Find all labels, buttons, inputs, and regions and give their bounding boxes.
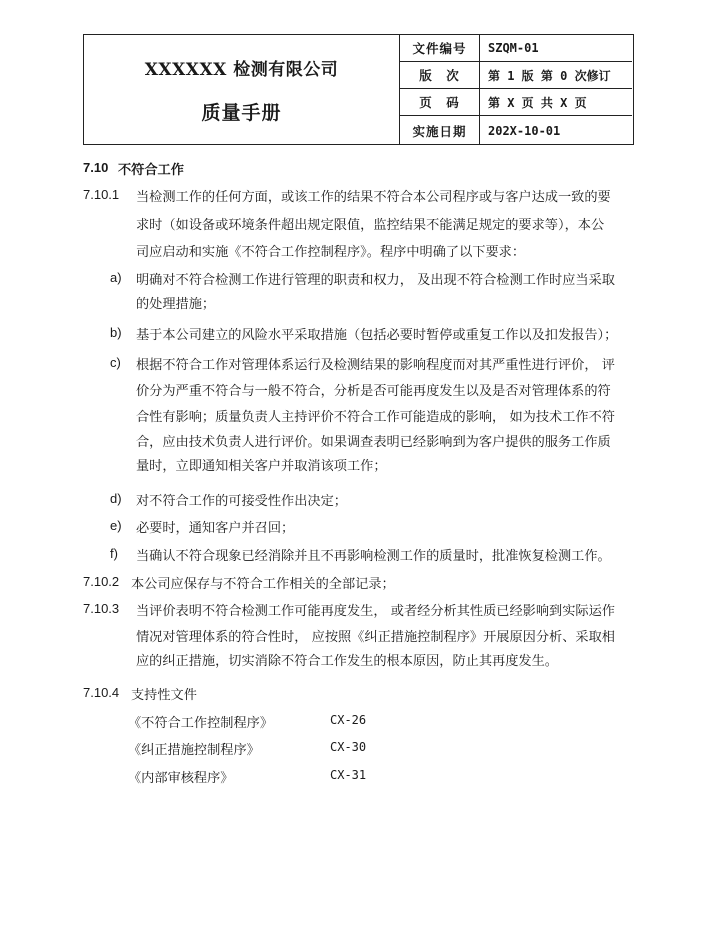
header-row-edition xyxy=(400,62,632,89)
item-line: 对不符合工作的可接受性作出决定； xyxy=(136,494,347,509)
paragraph-line: 应的纠正措施，切实消除不符合工作发生的根本原因，防止其再度发生。 xyxy=(136,654,558,669)
item-line: 合性有影响；质量负责人主持评价不符合工作可能造成的影响， 如为技术工作不符 xyxy=(136,410,615,425)
header-value: SZQM-01 xyxy=(488,41,539,55)
item-line: 根据不符合工作对管理体系运行及检测结果的影响程度而对其严重性进行评价， 评 xyxy=(136,358,615,373)
item-line: 明确对不符合检测工作进行管理的职责和权力， 及出现不符合检测工作时应当采取 xyxy=(136,273,615,288)
supporting-doc-code: CX-26 xyxy=(330,713,367,727)
clause-title: 支持性文件 xyxy=(131,688,197,703)
header-key: 页 码 xyxy=(400,89,480,115)
header-row-effective-date xyxy=(400,116,632,145)
header-row-doc-number xyxy=(400,35,632,62)
section-number: 7.10 xyxy=(83,160,109,175)
clause-number: 7.10.2 xyxy=(83,574,120,589)
supporting-doc-code: CX-31 xyxy=(330,768,367,782)
header-title-cell xyxy=(84,35,400,144)
section-title: 不符合工作 xyxy=(118,163,184,178)
supporting-doc-name: 《内部审核程序》 xyxy=(128,771,234,786)
item-marker: f) xyxy=(110,546,118,561)
paragraph-line: 情况对管理体系的符合性时， 应按照《纠正措施控制程序》开展原因分析、采取相 xyxy=(136,630,615,645)
header-value: 第 1 版 第 0 次修订 xyxy=(488,68,611,83)
header-key: 版 次 xyxy=(400,62,480,88)
clause-number: 7.10.1 xyxy=(83,187,120,202)
clause-number: 7.10.3 xyxy=(83,601,120,616)
item-line: 基于本公司建立的风险水平采取措施（包括必要时暂停或重复工作以及扣发报告）； xyxy=(136,328,618,343)
item-line: 价分为严重不符合与一般不符合，分析是否可能再度发生以及是否对管理体系的符 xyxy=(136,384,611,399)
paragraph-line: 求时（如设备或环境条件超出规定限值，监控结果不能满足规定的要求等），本公 xyxy=(136,218,605,233)
header-key: 文件编号 xyxy=(400,35,480,61)
item-marker: a) xyxy=(110,270,122,285)
header-key: 实施日期 xyxy=(400,116,480,145)
supporting-doc-name: 《纠正措施控制程序》 xyxy=(128,743,260,758)
item-marker: e) xyxy=(110,518,122,533)
item-marker: d) xyxy=(110,491,122,506)
item-marker: c) xyxy=(110,355,121,370)
item-line: 合，应由技术负责人进行评价。如果调查表明已经影响到为客户提供的服务工作质 xyxy=(136,435,611,450)
supporting-doc-code: CX-30 xyxy=(330,740,367,754)
header-value: 202X-10-01 xyxy=(488,123,561,138)
company-name: XXXXXX 检测有限公司 xyxy=(144,60,339,80)
document-header-table xyxy=(83,34,634,145)
document-title: 质量手册 xyxy=(201,102,282,124)
header-value: 第 X 页 共 X 页 xyxy=(488,95,587,110)
supporting-doc-name: 《不符合工作控制程序》 xyxy=(128,716,274,731)
item-marker: b) xyxy=(110,325,122,340)
item-line: 当确认不符合现象已经消除并且不再影响检测工作的质量时，批准恢复检测工作。 xyxy=(136,549,611,564)
paragraph-line: 本公司应保存与不符合工作相关的全部记录； xyxy=(131,577,395,592)
item-line: 必要时，通知客户并召回； xyxy=(136,521,295,536)
paragraph-line: 当评价表明不符合检测工作可能再度发生， 或者经分析其性质已经影响到实际运作 xyxy=(136,604,615,619)
item-line: 量时，立即通知相关客户并取消该项工作； xyxy=(136,459,387,474)
clause-number: 7.10.4 xyxy=(83,685,120,700)
paragraph-line: 当检测工作的任何方面，或该工作的结果不符合本公司程序或与客户达成一致的要 xyxy=(136,190,611,205)
header-row-page xyxy=(400,89,632,116)
paragraph-line: 司应启动和实施《不符合工作控制程序》。程序中明确了以下要求： xyxy=(136,245,526,260)
item-line: 的处理措施； xyxy=(136,297,216,312)
